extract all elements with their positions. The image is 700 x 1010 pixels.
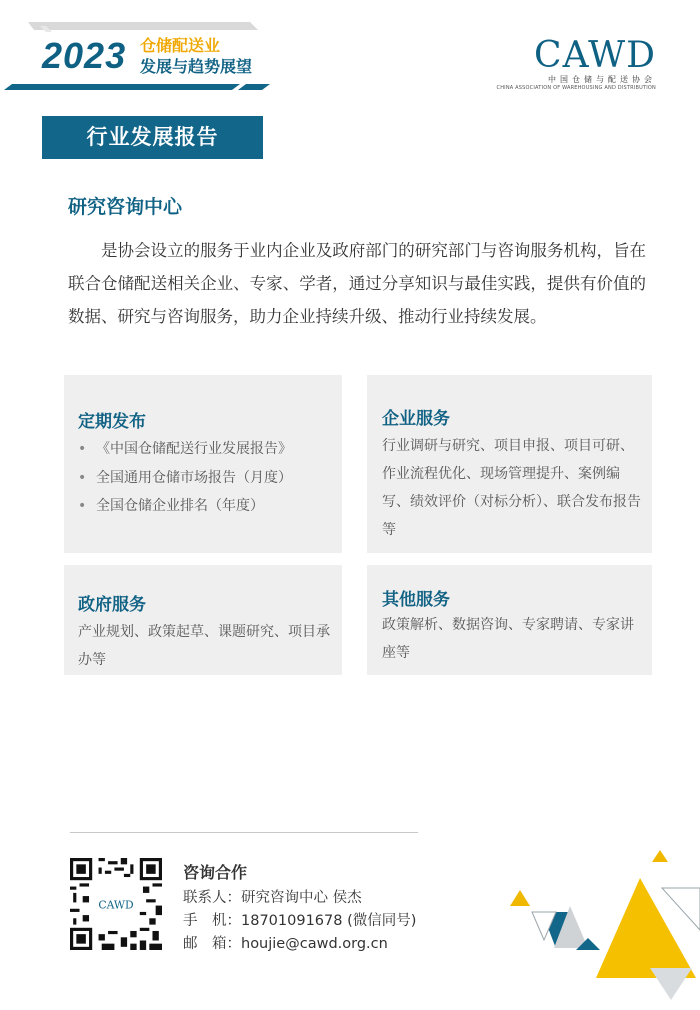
footer-divider (70, 832, 418, 833)
header-year: 2023 (42, 35, 127, 76)
list-item: • 《中国仓储配送行业发展报告》 (76, 435, 338, 464)
card-government-services (64, 565, 342, 675)
header-subtitle-line1: 仓储配送业 (140, 36, 221, 55)
footer-phone: 手 机：18701091678 (微信同号) (183, 913, 417, 929)
card-title: 其他服务 (382, 590, 450, 610)
footer-email: 邮 箱：houjie@cawd.org.cn (183, 936, 388, 952)
section-title: 研究咨询中心 (68, 196, 183, 218)
footer-title: 咨询合作 (183, 863, 248, 882)
logo-en-name: CHINA ASSOCIATION OF WAREHOUSING AND DISTRIBUTION (496, 85, 656, 91)
card-body: 行业调研与研究、项目申报、项目可研、作业流程优化、现场管理提升、案例编写、绩效评价（对标分析）、联合发布报告等 (382, 438, 641, 538)
logo-cn-name: 中国仓储与配送协会 (548, 75, 656, 84)
section-intro: 是协会设立的服务于业内企业及政府部门的研究部门与咨询服务机构，旨在联合仓储配送相关企业、专家、学者，通过分享知识与最佳实践，提供有价值的数据、研究与咨询服务，助力企业持续升级、推动行业持续发展。 (68, 241, 646, 326)
qr-code-icon (70, 858, 162, 950)
card-regular-publications (64, 375, 342, 553)
card-title: 定期发布 (78, 412, 146, 432)
cawd-logo: CAWD (534, 35, 656, 76)
card-other-services (367, 565, 652, 675)
qr-center-logo: CAWD (98, 898, 134, 912)
card-title: 政府服务 (78, 595, 146, 615)
page-title-banner: 行业发展报告 (42, 116, 263, 159)
header-subtitle-line2: 发展与趋势展望 (140, 57, 253, 76)
card-title: 企业服务 (382, 409, 450, 429)
publication-list (76, 435, 338, 521)
list-item: • 全国仓储企业排名（年度） (76, 492, 338, 521)
card-enterprise-services (367, 375, 652, 553)
card-body: 产业规划、政策起草、课题研究、项目承办等 (78, 624, 330, 668)
card-body: 政策解析、数据咨询、专家聘请、专家讲座等 (382, 617, 634, 661)
list-item: • 全国通用仓储市场报告（月度） (76, 464, 338, 493)
decorative-triangles (500, 850, 700, 1010)
footer-contact: 联系人：研究咨询中心 侯杰 (183, 890, 362, 906)
